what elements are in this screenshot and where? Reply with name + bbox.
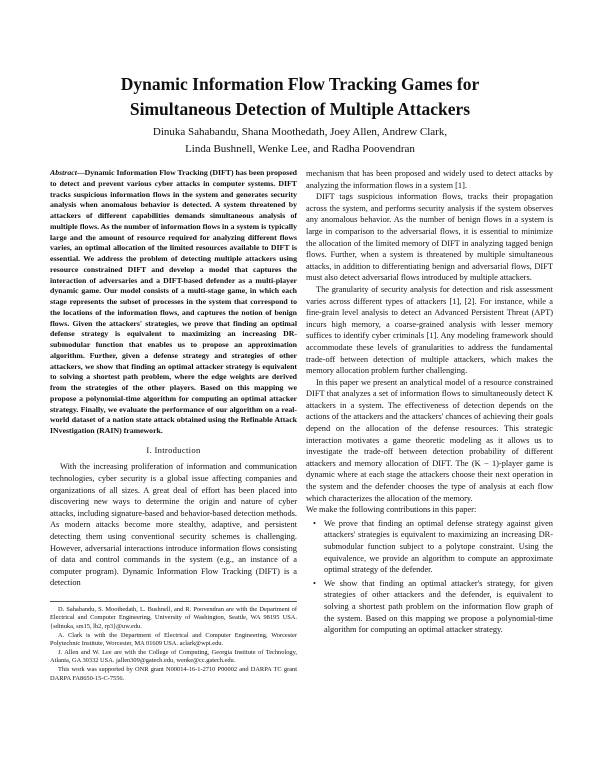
right-column xyxy=(306,168,553,638)
author-list xyxy=(60,124,540,158)
title-line-1: Dynamic Information Flow Tracking Games for xyxy=(120,74,480,94)
footnote-funding: This work was supported by ONR grant N00014-16-1-2710 P00002 and DARPA TC grant DARPA FA8650-15-C-7556. xyxy=(50,666,297,682)
intro-paragraph-1: With the increasing proliferation of information and communication technologies, cyber security is a global issue affecting companies and organizations of all sizes. A great deal of effort has been placed into discovering new ways to determine the origin and nature of cyber attacks, including signature-based and behavior-based detection methods. As modern attacks become more stealthy, adaptive, and persistent detecting them using conventional security schemes is challenging. However, adversarial interactions introduce information flows consisting of data and control commands in the system (e.g., an instance of a computer program). Dynamic Information Flow Tracking (DIFT) is a detection xyxy=(50,462,297,588)
section-heading-introduction: I. Introduction xyxy=(146,444,201,455)
bullet-icon: • xyxy=(313,518,316,528)
footnotes xyxy=(50,601,297,683)
authors-line-1: Dinuka Sahabandu, Shana Moothedath, Joey Allen, Andrew Clark, xyxy=(152,126,448,138)
left-column xyxy=(50,168,297,683)
contribution-text-2: We show that finding an optimal attacker's strategy, for given strategies of other attackers and the defender, is equivalent to solving a shortest path problem on the information flow graph of the system. Based on this mapping we propose a polynomial-time algorithm for computing an optimal attacker strategy. xyxy=(324,578,553,635)
contribution-item xyxy=(313,578,553,636)
authors-line-2: Linda Bushnell, Wenke Lee, and Radha Poovendran xyxy=(185,143,415,155)
footnote-affiliation-gatech: J. Allen and W. Lee are with the College of Computing, Georgia Institute of Technology, Atlanta, GA 30332 USA. jallen309@gatech.edu, wenke@cc.gatech.edu. xyxy=(50,648,297,665)
contribution-item xyxy=(313,518,553,576)
footnote-affiliation-uw: D. Sahabandu, S. Moothedath, L. Bushnell, and R. Poovendran are with the Department of Electrical and Computer Engineering, University of Washington, Seattle, WA 98195 USA. {sdinuka, sm15, lb2, rp3}@uw.edu. xyxy=(50,605,297,631)
contribution-text-1: We prove that finding an optimal defense strategy against given attackers' strategies is equivalent to maximizing an increasing DR-submodular function subject to a polytope constraint. Using the equivalence, we provide an algorithm to compute an approximate optimal strategy of the defender. xyxy=(324,518,553,575)
abstract-lead: Abstract xyxy=(50,168,77,177)
intro-paragraph-2: DIFT tags suspicious information flows, tracks their propagation across the system, and performs security analysis if the system observes any anomalous behavior. As the number of benign flows in a system is large in comparison to the adversarial flows, it is essential to minimize the allocation of the limited memory of DIFT in analyzing tagged benign flows. Further, when a system is threatened by multiple simultaneous attacks, in addition to differentiating benign and adversarial flows, DIFT must also detect adversarial flows introduced by multiple attackers. xyxy=(306,192,553,283)
paper-title xyxy=(60,72,540,122)
contributions-list xyxy=(306,518,553,636)
intro-paragraph-4: In this paper we present an analytical model of a resource constrained DIFT that analyzes a set of information flows to simultaneously detect K attackers in a system. The effectiveness of detection depends on the actions of the attackers and the attackers' chances of achieving their goals depend on the allocation of the defense resources. This strategic interaction motivates a game theoretic modeling as it allows us to investigate the trade-off between detection probability of different attackers and memory allocation of DIFT. The (K − 1)-player game is dynamic where at each stage the attackers choose their next operation in the system and the defender chooses the type of analysis at each flow which characterizes the allocation of the memory. xyxy=(306,377,553,503)
abstract-text: —Dynamic Information Flow Tracking (DIFT) has been proposed to detect and prevent various cyber attacks in computer systems. DIFT tracks suspicious information flows in the system and generates security analysis when anomalous behavior is detected. A system threatened by attackers of different capabilities demands simultaneous analysis of multiple flows. As the number of information flows in a system is typically large and the amount of resource required for analyzing different flows varies, an optimal allocation of the limited resources available to DIFT is essential. We address the problem of detecting multiple attackers using resource constrained DIFT and develop a model that captures the interaction of adversaries and a DIFT-based defender as a multi-player dynamic game. Our model consists of a multi-stage game, in which each stage represents the subset of processes in the system that correspond to the locations of the information flows, and captures the notion of benign flows. Given the attackers' strategies, we prove that finding an optimal defense strategy is equivalent to maximizing an increasing DR-submodular function that enables us to propose an approximation algorithm. Further, given a defense strategy and strategies of other attackers, we show that finding an optimal attacker strategy is equivalent to solving a shortest path problem, where the edge weights are derived from the strategies of the other players. Based on this mapping we propose a polynomial-time algorithm for computing an optimal attacker strategy. Finally, we evaluate the performance of our algorithm on a real-world dataset of a nation state attack obtained using the Refinable Attack INvestigation (RAIN) framework. xyxy=(50,168,297,435)
title-line-2: Simultaneous Detection of Multiple Attackers xyxy=(129,99,471,119)
contributions-lead: We make the following contributions in this paper: xyxy=(306,505,477,515)
intro-paragraph-3: The granularity of security analysis for detection and risk assessment varies across different types of attackers [1], [2]. For instance, while a fine-grain level analysis to detect an Advanced Persistent Threat (APT) incurs high memory, a coarse-grained analysis with lesser memory suffices to identify cyber criminals [1]. Any modeling framework should accommodate these levels of granularities to address the fundamental trade-off between detection of multiple attackers, which makes the memory allocation problem further challenging. xyxy=(306,284,553,376)
abstract xyxy=(50,168,297,437)
intro-paragraph-1-continued: mechanism that has been proposed and widely used to detect attacks by analyzing the information flows in a system [1]. xyxy=(306,169,553,190)
bullet-icon: • xyxy=(313,578,316,588)
footnote-affiliation-wpi: A. Clark is with the Department of Electrical and Computer Engineering, Worcester Polytechnic Institute, Worcester, MA 01609 USA. aclark@wpi.edu. xyxy=(50,631,297,648)
